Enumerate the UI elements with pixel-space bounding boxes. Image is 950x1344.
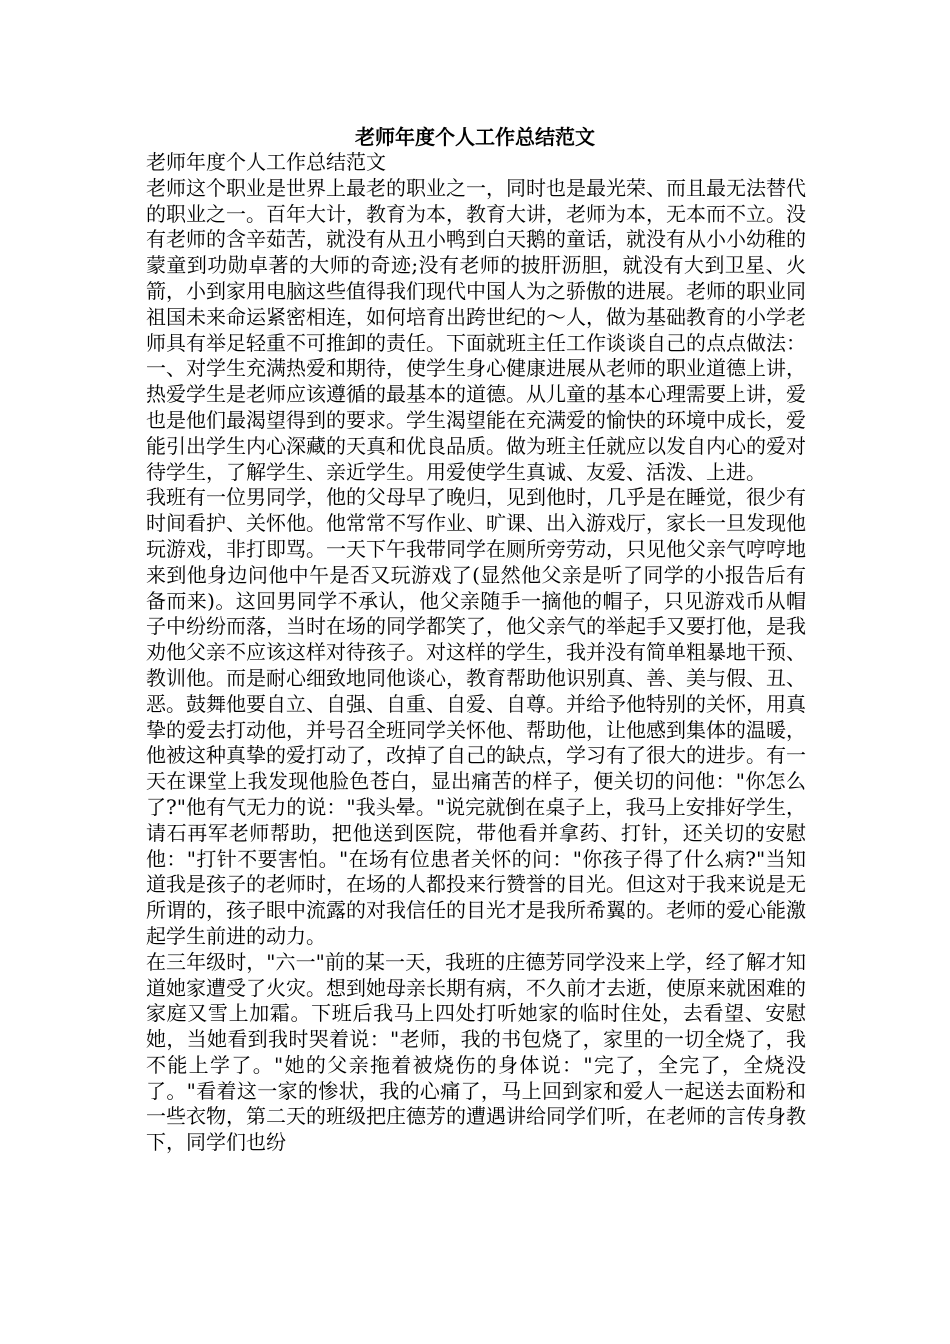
document-body xyxy=(146,150,806,1156)
section-one-paragraph: 一、对学生充满热爱和期待，使学生身心健康进展从老师的职业道德上讲，热爱学生是老师应该遵循的最基本的道德。从儿童的基本心理需要上讲，爱也是他们最渴望得到的要求。学生渴望能在充满爱的愉快的环境中成长，爱能引出学生内心深藏的天真和优良品质。做为班主任就应以发自内心的爱对待学生，了解学生、亲近学生。用爱使学生真诚、友爱、活泼、上进。 xyxy=(146,356,806,484)
document-subtitle-paragraph: 老师年度个人工作总结范文 xyxy=(146,150,386,174)
document-title: 老师年度个人工作总结范文 xyxy=(355,125,595,149)
student-story-paragraph: 我班有一位男同学，他的父母早了晚归，见到他时，几乎是在睡觉，很少有时间看护、关怀他。他常常不写作业、旷课、出入游戏厅，家长一旦发现他玩游戏，非打即骂。一天下午我带同学在厕所旁劳动，只见他父亲气哼哼地来到他身边问他中午是否又玩游戏了(显然他父亲是听了同学的小报告后有备而来)。这回男同学不承认，他父亲随手一摘他的帽子，只见游戏币从帽子中纷纷而落，当时在场的同学都笑了，他父亲气的举起手又要打他，是我劝他父亲不应该这样对待孩子。对这样的学生，我并没有简单粗暴地干预、教训他。而是耐心细致地同他谈心，教育帮助他识别真、善、美与假、丑、恶。鼓舞他要自立、自强、自重、自爱、自尊。并给予他特别的关怀，用真挚的爱去打动他，并号召全班同学关怀他、帮助他，让他感到集体的温暖，他被这种真挚的爱打动了，改掉了自己的缺点，学习有了很大的进步。有一天在课堂上我发现他脸色苍白，显出痛苦的样子，便关切的问他："你怎么了?"他有气无力的说："我头晕。"说完就倒在桌子上，我马上安排好学生，请石再军老师帮助，把他送到医院，带他看并拿药、打针，还关切的安慰他："打针不要害怕。"在场有位患者关怀的问："你孩子得了什么病?"当知道我是孩子的老师时，在场的人都投来行赞誉的目光。但这对于我来说是无所谓的，孩子眼中流露的对我信任的目光才是我所希翼的。老师的爱心能激起学生前进的动力。 xyxy=(146,485,806,948)
intro-paragraph: 老师这个职业是世界上最老的职业之一，同时也是最光荣、而且最无法替代的职业之一。百年大计，教育为本，教育大讲，老师为本，无本而不立。没有老师的含辛茹苦，就没有从丑小鸭到白天鹅的童话，就没有从小小幼稚的蒙童到功勋卓著的大师的奇迹;没有老师的披肝沥胆，就没有大到卫星、火箭，小到家用电脑这些值得我们现代中国人为之骄傲的进展。老师的职业同祖国未来命运紧密相连，如何培育出跨世纪的～人，做为基础教育的小学老师具有举足轻重不可推卸的责任。下面就班主任工作谈谈自己的点点做法： xyxy=(146,175,806,355)
fire-story-paragraph: 在三年级时，"六一"前的某一天，我班的庄德芳同学没来上学，经了解才知道她家遭受了火灾。想到她母亲长期有病，不久前才去逝，使原来就困难的家庭又雪上加霜。下班后我马上四处打听她家的临时住处，去看望、安慰她，当她看到我时哭着说："老师，我的书包烧了，家里的一切全烧了，我不能上学了。"她的父亲拖着被烧伤的身体说："完了，全完了，全烧没了。"看着这一家的惨状，我的心痛了，马上回到家和爱人一起送去面粉和一些衣物，第二天的班级把庄德芳的遭遇讲给同学们听，在老师的言传身教下，同学们也纷 xyxy=(146,949,806,1155)
